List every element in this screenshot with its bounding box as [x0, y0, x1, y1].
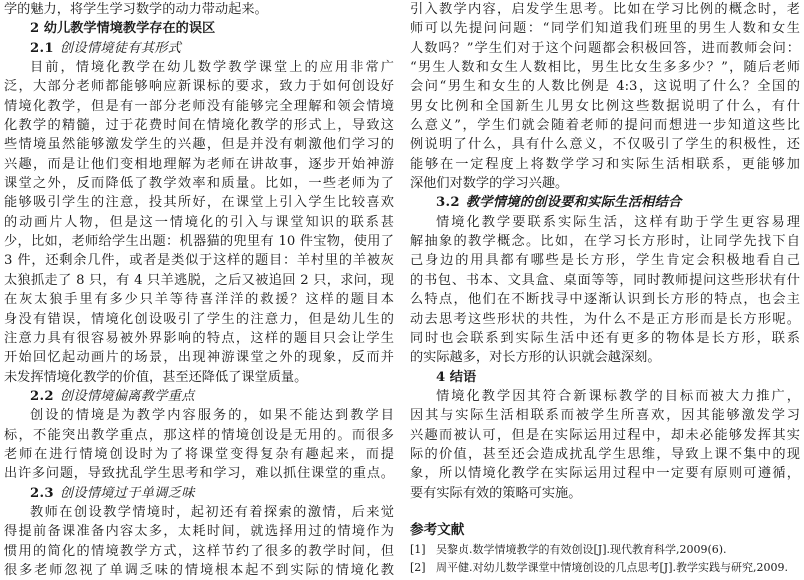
- text-line: “男生人数和女生人数相比，男生比女生多多少？”，随后老师: [410, 60, 800, 76]
- text-line: 些情境虽然能够激发学生的兴趣，但是并没有刺激他们学习的: [4, 137, 394, 153]
- text-line: 的动画片人物，但是这一情境化的引入与课堂知识的联系甚: [4, 214, 394, 230]
- text-line: 师可以先提问问题：“同学们知道我们班里的男生人数和女生: [410, 21, 800, 37]
- text-line: 兴趣，而是让他们变相地理解为老师在讲故事，逐步开始神游: [4, 156, 394, 172]
- text-line: 会问“男生和女生的人数比例是 4:3，这说明了什么？全国的: [410, 79, 800, 95]
- section-title: 创设情境过于单调乏味: [59, 485, 195, 501]
- section-number: 2.2: [30, 388, 54, 404]
- text-line: 出许多问题，导致扰乱学生思考和学习，难以抓住课堂的重点。: [4, 466, 394, 482]
- text-line: 惯用的简化的情境教学方式，这样节约了很多的教学时间，但: [4, 543, 394, 559]
- text-line: 深他们对数学的学习兴趣。: [410, 176, 569, 192]
- reference-item: [410, 541, 800, 559]
- text-line: 能够在一定程度上将数学学习和实际生活相联系，更能够加: [410, 156, 800, 172]
- section-number: 3.2: [436, 195, 460, 211]
- text-line: 因其与实际生活相联系而被学生所喜欢，因其能够激发学习: [410, 408, 800, 424]
- references-heading: 参考文献: [410, 521, 465, 538]
- section-title: 创设情境徒有其形式: [59, 40, 182, 56]
- section-subheading: [4, 484, 394, 503]
- reference-number: [1]: [410, 542, 426, 556]
- text-line: 得提前备课准备内容太多，太耗时间，就选择用过的情境作为: [4, 524, 394, 540]
- text-line: 人数吗？”学生们对于这个问题都会积极回答，进而教师会问：: [410, 40, 800, 56]
- paragraph-first-line: 创设的情境是为教学内容服务的，如果不能达到教学目: [30, 408, 394, 424]
- reference-text: 吴黎贞.数学情境教学的有效创设[J].现代教育科学,2009(6).: [436, 542, 727, 556]
- text-line: 学的魅力，将学生学习数学的动力带动起来。: [4, 2, 268, 17]
- text-line: 很多老师忽视了单调乏味的情境根本起不到实际的情境化教: [4, 562, 394, 578]
- text-line: 标，不能突出教学重点，那这样的情境创设是无用的。而很多: [4, 427, 394, 443]
- text-line: 己身边的用具都有哪些是长方形，学生肯定会积极地看自己: [410, 253, 800, 269]
- right-column: [410, 0, 800, 577]
- section-number: 2.1: [30, 40, 54, 56]
- text-line: 男女比例和全国新生儿男女比例这些数据说明了什么，有什: [410, 98, 800, 114]
- paragraph-first-line: 目前，情境化教学在幼儿数学教学课堂上的应用非常广: [30, 60, 394, 76]
- text-line: 兴趣而被认可，但是在实际运用过程中，却未必能够发挥其实: [410, 427, 800, 443]
- text-line: 同时也会联系到实际生活中还有更多的物体是长方形，联系: [410, 330, 800, 346]
- text-line: 么意义”，学生们就会随着老师的提问而想进一步知道这些比: [410, 118, 800, 134]
- paragraph-first-line: 教师在创设教学情境时，起初还有着探索的激情，后来觉: [30, 504, 394, 520]
- paragraph-first-line: 情境化教学因其符合新课标教学的目标而被大力推广，: [436, 388, 800, 404]
- text-line: 化教学的精髓，过于花费时间在情境化教学的形式上，导致这: [4, 118, 394, 134]
- text-line: 际的价值，甚至还会造成扰乱学生思维，导致上课不集中的现: [410, 446, 800, 462]
- section-heading: 4 结语: [436, 369, 477, 385]
- text-line: 象，所以情境化教学在实际运用过程中一定要有原则可遵循，: [410, 466, 800, 482]
- text-line: 注意力具有很容易被外界影响的特点，这样的题目只会让学生: [4, 330, 394, 346]
- text-line: 未发挥情境化教学的价值，甚至还降低了课堂质量。: [4, 369, 308, 385]
- text-line: 解抽象的教学概念。比如，在学习长方形时，让同学先找下自: [410, 234, 800, 250]
- text-line: 泛，大部分老师都能够响应新课标的要求，致力于如何创设好: [4, 79, 394, 95]
- paragraph-first-line: 情境化教学要联系实际生活，这样有助于学生更容易理: [436, 214, 800, 230]
- section-heading: 2 幼儿教学情境教学存在的误区: [30, 21, 216, 37]
- reference-text: 周平健.对幼儿数学课堂中情境创设的几点思考[J].教学实践与研究,2009.: [436, 560, 788, 574]
- section-subheading: [4, 39, 394, 58]
- text-line: 能够吸引学生的注意，投其所好，在课堂上引入学生比较喜欢: [4, 195, 394, 211]
- text-line: 太狼抓走了 8 只，有 4 只羊逃脱，之后又被追回 2 只，求问，现: [4, 272, 394, 288]
- section-subheading: [410, 193, 800, 212]
- section-number: 2.3: [30, 485, 54, 501]
- reference-item: [410, 559, 800, 577]
- section-title: 教学情境的创设要和实际生活相结合: [465, 195, 682, 211]
- text-line: 身没有错误，情境化创设吸引了学生的注意力，但是幼儿生的: [4, 311, 394, 327]
- reference-number: [2]: [410, 560, 426, 574]
- text-line: 引入教学内容，启发学生思考。比如在学习比例的概念时，老: [410, 2, 800, 17]
- section-subheading: [4, 387, 394, 406]
- text-line: 3 件，还剩余几件，或者是类似于这样的题目：羊村里的羊被灰: [4, 253, 394, 269]
- text-line: 的实际越多，对长方形的认识就会越深刻。: [410, 350, 661, 366]
- text-line: 课堂之外，反而降低了教学效率和质量。比如，一些老师为了: [4, 176, 394, 192]
- text-line: 在灰太狼手里有多少只羊等待喜洋洋的救援？这样的题目本: [4, 292, 394, 308]
- text-line: 老师在进行情境创设时为了将课堂变得复杂有趣起来，而提: [4, 446, 394, 462]
- text-line: 少，比如，老师给学生出题：机器猫的兜里有 10 件宝物，使用了: [4, 234, 394, 250]
- left-column: [4, 0, 394, 580]
- text-line: 开始回忆起动画片的场景，出现神游课堂之外的现象，反而并: [4, 350, 394, 366]
- text-line: 么特点，他们在不断找寻中逐渐认识到长方形的特点，也会主: [410, 292, 800, 308]
- text-line: 要有实际有效的策略可实施。: [410, 485, 582, 501]
- text-line: 动去思考这些形状的共性，为什么不是正方形而是长方形呢。: [410, 311, 800, 327]
- text-line: 的书包、书本、文具盒、桌面等等，同时教师提问这些形状有什: [410, 272, 800, 288]
- text-line: 情境化教学，但是有一部分老师没有能够完全理解和领会情境: [4, 98, 394, 114]
- section-title: 创设情境偏离教学重点: [59, 388, 195, 404]
- text-line: 例说明了什么，具有什么意义，不仅吸引了学生的积极性，还: [410, 137, 800, 153]
